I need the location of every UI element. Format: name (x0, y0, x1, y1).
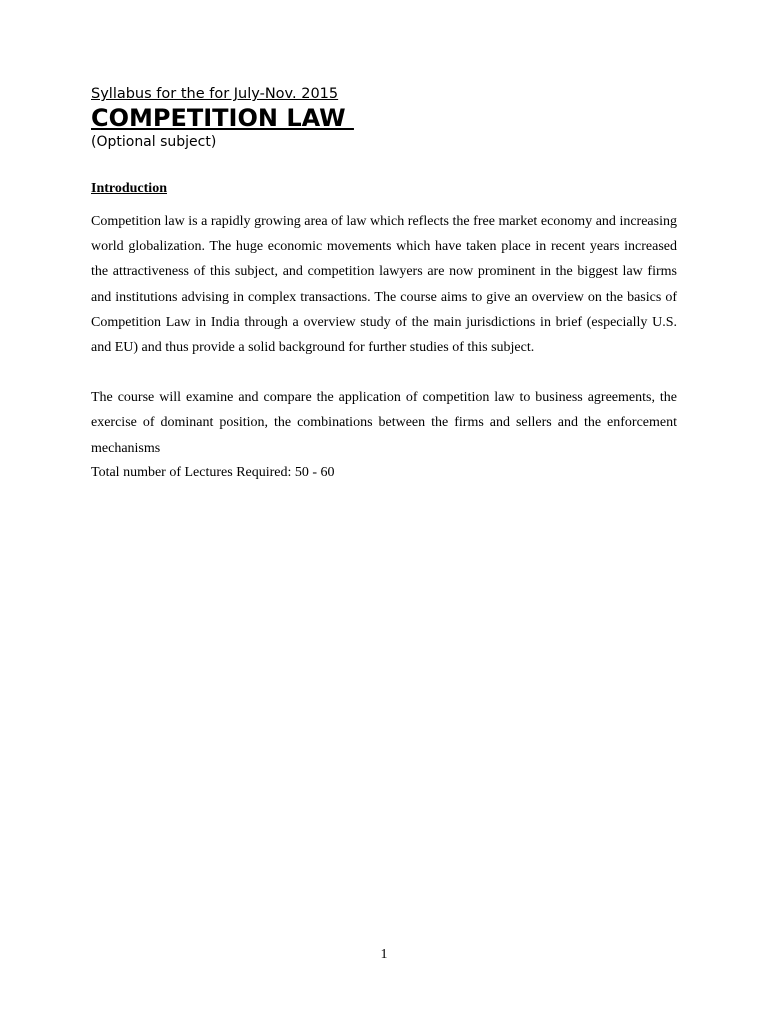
introduction-paragraph-2: The course will examine and compare the application of competition law to business agreements, the exercise of dominant position, the combinations between the firms and sellers and the enforcement mechanisms (91, 390, 677, 456)
page-subtitle: (Optional subject) (91, 134, 217, 150)
page-title: COMPETITION LAW (91, 104, 354, 132)
total-lectures-line: Total number of Lectures Required: 50 - 60 (91, 464, 335, 480)
introduction-paragraph-1: Competition law is a rapidly growing area of law which reflects the free market economy and increasing world globalization. The huge economic movements which have taken place in recent years increased the attractiveness of this subject, and competition lawyers are now prominent in the biggest law firms and institutions advising in complex transactions. The course aims to give an overview on the basics of Competition Law in India through a overview study of the main jurisdictions in brief (especially U.S. and EU) and thus provide a solid background for further studies of this subject. (91, 214, 677, 356)
page-content (91, 84, 677, 485)
section-heading-introduction: Introduction (91, 181, 167, 196)
syllabus-line: Syllabus for the for July-Nov. 2015 (91, 86, 339, 102)
page-number: 1 (380, 947, 388, 962)
